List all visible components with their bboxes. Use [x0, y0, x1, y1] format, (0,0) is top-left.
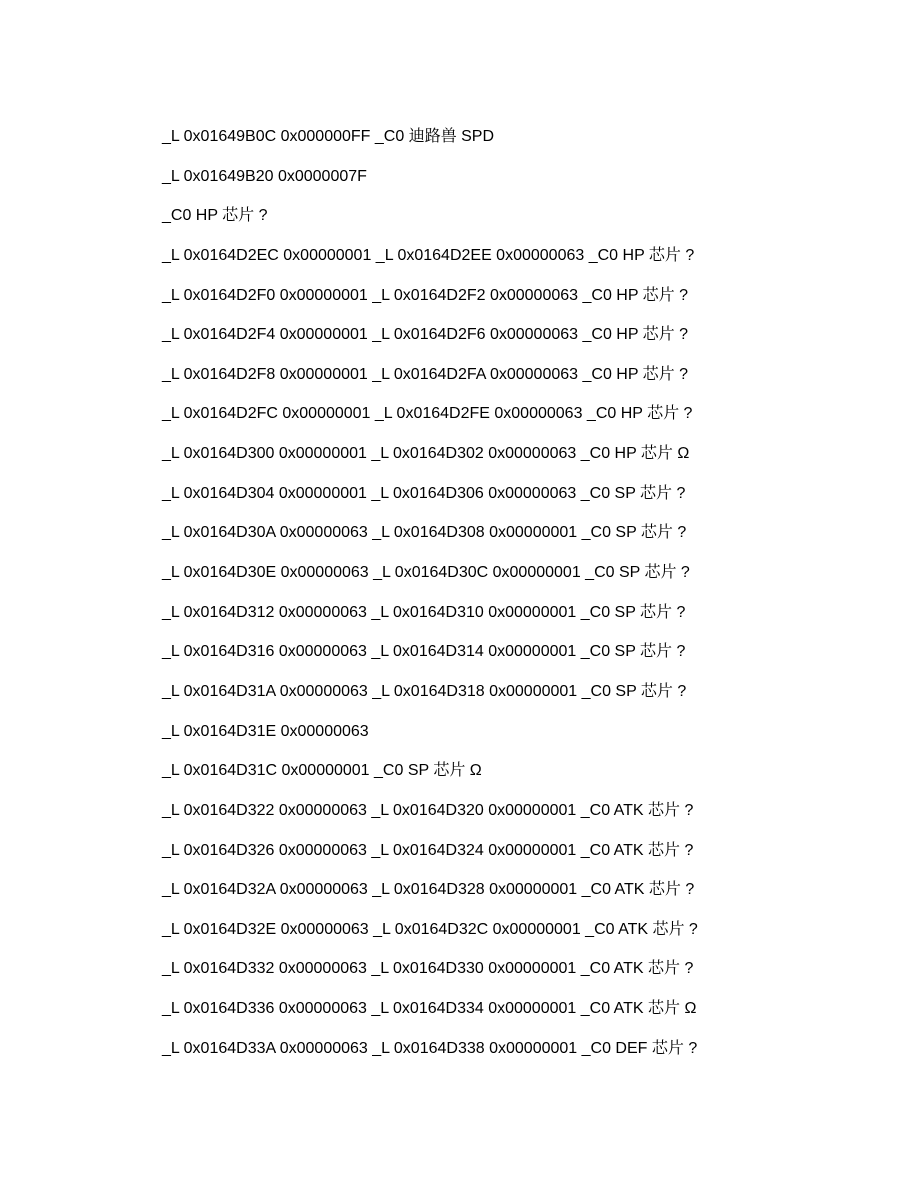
code-line: _L 0x0164D2F4 0x00000001 _L 0x0164D2F6 0x00000063 _C0 HP 芯片 ? [162, 326, 689, 344]
code-line: _L 0x01649B0C 0x000000FF _C0 迪路兽 SPD [162, 128, 495, 145]
code-line: _L 0x0164D326 0x00000063 _L 0x0164D324 0x00000001 _C0 ATK 芯片 ? [162, 841, 694, 859]
code-line: _C0 HP 芯片 ? [162, 207, 268, 225]
code-line: _L 0x01649B20 0x0000007F [162, 167, 367, 185]
code-line: _L 0x0164D336 0x00000063 _L 0x0164D334 0x00000001 _C0 ATK 芯片 Ω [162, 1000, 697, 1018]
code-line: _L 0x0164D2F0 0x00000001 _L 0x0164D2F2 0x00000063 _C0 HP 芯片 ? [162, 286, 689, 304]
code-line: _L 0x0164D2FC 0x00000001 _L 0x0164D2FE 0x00000063 _C0 HP 芯片 ? [162, 405, 693, 423]
code-line: _L 0x0164D2F8 0x00000001 _L 0x0164D2FA 0x00000063 _C0 HP 芯片 ? [162, 365, 689, 383]
code-line: _L 0x0164D32A 0x00000063 _L 0x0164D328 0x00000001 _C0 ATK 芯片 ? [162, 881, 695, 899]
code-line: _L 0x0164D33A 0x00000063 _L 0x0164D338 0x00000001 _C0 DEF 芯片 ? [162, 1039, 698, 1057]
code-line: _L 0x0164D32E 0x00000063 _L 0x0164D32C 0x00000001 _C0 ATK 芯片 ? [162, 920, 698, 938]
code-line-list [162, 126, 902, 1077]
code-line: _L 0x0164D332 0x00000063 _L 0x0164D330 0x00000001 _C0 ATK 芯片 ? [162, 960, 694, 978]
code-line: _L 0x0164D31E 0x00000063 [162, 722, 369, 740]
code-line: _L 0x0164D2EC 0x00000001 _L 0x0164D2EE 0x00000063 _C0 HP 芯片 ? [162, 246, 695, 264]
code-line: _L 0x0164D31C 0x00000001 _C0 SP 芯片 Ω [162, 762, 482, 780]
code-line: _L 0x0164D312 0x00000063 _L 0x0164D310 0x00000001 _C0 SP 芯片 ? [162, 603, 686, 621]
code-line: _L 0x0164D300 0x00000001 _L 0x0164D302 0x00000063 _C0 HP 芯片 Ω [162, 445, 690, 463]
code-line: _L 0x0164D316 0x00000063 _L 0x0164D314 0x00000001 _C0 SP 芯片 ? [162, 643, 686, 661]
code-line: _L 0x0164D31A 0x00000063 _L 0x0164D318 0x00000001 _C0 SP 芯片 ? [162, 682, 687, 700]
code-line: _L 0x0164D30E 0x00000063 _L 0x0164D30C 0x00000001 _C0 SP 芯片 ? [162, 564, 690, 582]
code-line: _L 0x0164D304 0x00000001 _L 0x0164D306 0x00000063 _C0 SP 芯片 ? [162, 484, 686, 502]
code-line: _L 0x0164D30A 0x00000063 _L 0x0164D308 0x00000001 _C0 SP 芯片 ? [162, 524, 687, 542]
code-line: _L 0x0164D322 0x00000063 _L 0x0164D320 0x00000001 _C0 ATK 芯片 ? [162, 801, 694, 819]
